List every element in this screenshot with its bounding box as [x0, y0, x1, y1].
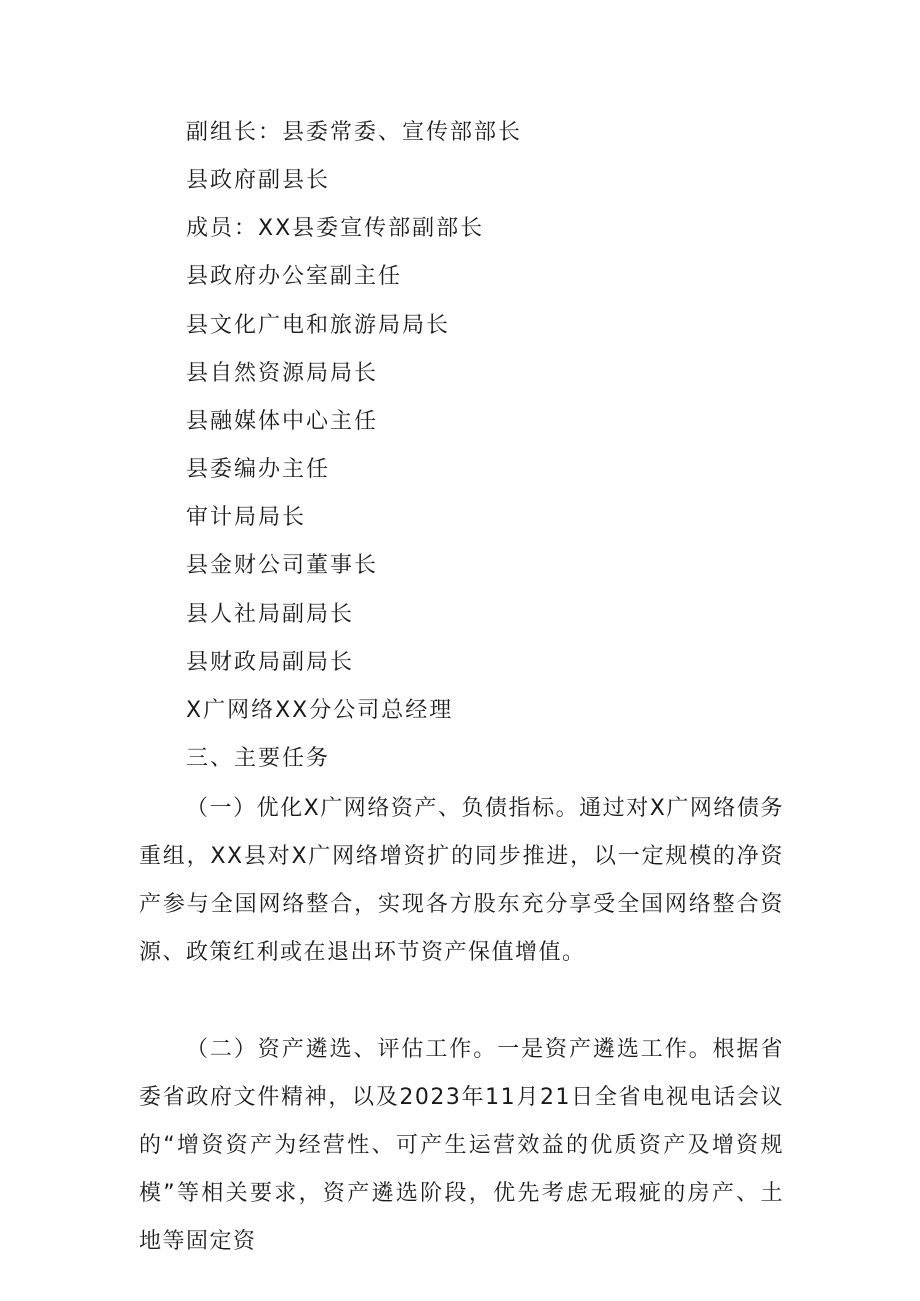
list-line: 审计局局长 [186, 505, 307, 530]
list-line-deputy-leader: 副组长：县委常委、宣传部部长 [186, 120, 523, 145]
section-heading: 三、主要任务 [186, 746, 331, 771]
list-line: 县政府副县长 [186, 168, 331, 193]
list-line: 县委编办主任 [186, 457, 331, 482]
list-line: 县文化广电和旅游局局长 [186, 313, 451, 338]
paragraph-optimize-assets: （一）优化X广网络资产、负债指标。通过对X广网络债务重组，XX县对X广网络增资扩的同步推进，以一定规模的净资产参与全国网络整合，实现各方股东充分享受全国网络整合资源、政策红利或在退出环节资产保值增值。 [139, 796, 784, 965]
list-line-members: 成员：XX县委宣传部副部长 [186, 216, 485, 241]
list-line: 县金财公司董事长 [186, 553, 379, 578]
paragraph-asset-selection: （二）资产遴选、评估工作。一是资产遴选工作。根据省委省政府文件精神，以及2023年11月21日全省电视电话会议的“增资资产为经营性、可产生运营效益的优质资产及增资规模”等相关要求，资产遴选阶段，优先考虑无瑕疵的房产、土地等固定资 [139, 1037, 784, 1254]
list-line: 县财政局副局长 [186, 650, 355, 675]
list-line: 县政府办公室副主任 [186, 264, 403, 289]
list-line: 县人社局副局长 [186, 602, 355, 627]
list-line: X广网络XX分公司总经理 [186, 698, 454, 723]
list-line: 县自然资源局局长 [186, 361, 379, 386]
list-line: 县融媒体中心主任 [186, 409, 379, 434]
